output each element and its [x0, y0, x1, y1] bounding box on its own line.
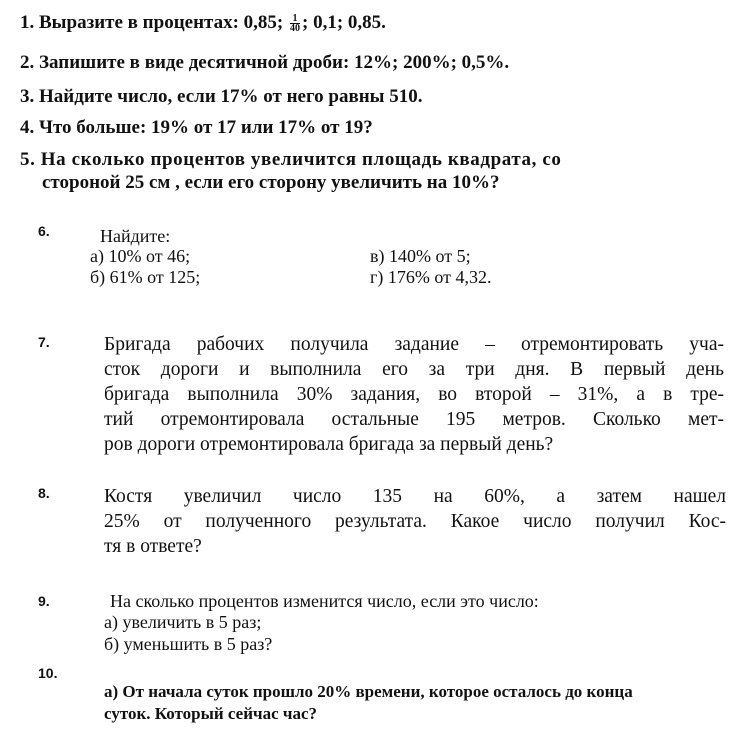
fraction-numerator: 1: [290, 14, 300, 24]
task-6-title: Найдите:: [100, 226, 171, 246]
task-7-line-2: сток дороги и выполнила его за три дня. В первый день: [104, 359, 724, 380]
task-4: 4. Что больше: 19% от 17 или 17% от 19?: [20, 117, 373, 138]
task-2: 2. Запишите в виде десятичной дроби: 12%; 200%; 0,5%.: [20, 52, 510, 73]
task-10-line-2: суток. Который сейчас час?: [104, 704, 318, 723]
task-7-number: 7.: [38, 334, 50, 350]
task-8-number: 8.: [38, 485, 50, 501]
task-9-item-b: б) уменьшить в 5 раз?: [104, 634, 273, 654]
task-1-suffix: ; 0,1; 0,85.: [302, 12, 386, 33]
task-8-line-2: 25% от полученного результата. Какое число получил Кос-: [104, 511, 726, 532]
fraction-one-fortieth: [290, 14, 300, 33]
task-10-number: 10.: [38, 665, 58, 681]
task-8-line-1: Костя увеличил число 135 на 60%, а затем нашел: [104, 486, 726, 507]
task-3: 3. Найдите число, если 17% от него равны 510.: [20, 86, 423, 107]
task-7-line-1: Бригада рабочих получила задание – отремонтировать уча-: [104, 334, 724, 355]
task-1: [20, 12, 386, 34]
task-9-title: На сколько процентов изменится число, если это число:: [110, 591, 539, 611]
task-1-prefix: 1. Выразите в процентах: 0,85;: [20, 12, 288, 33]
task-5-line-2: стороной 25 см , если его сторону увеличить на 10%?: [42, 172, 500, 193]
task-7-line-4: тий отремонтировала остальные 195 метров. Сколько мет-: [104, 409, 724, 430]
fraction-denominator: 40: [290, 23, 300, 35]
task-9-item-a: а) увеличить в 5 раз;: [104, 612, 262, 632]
task-7-line-3: бригада выполнила 30% задания, во второй – 31%, а в тре-: [104, 384, 724, 405]
task-8-line-3: тя в ответе?: [104, 536, 202, 557]
task-6-item-b: б) 61% от 125;: [90, 267, 201, 287]
task-9-number: 9.: [38, 593, 50, 609]
task-7-line-5: ров дороги отремонтировала бригада за первый день?: [104, 434, 554, 455]
task-6-item-g: г) 176% от 4,32.: [370, 267, 492, 287]
task-10-line-1: а) От начала суток прошло 20% времени, которое осталось до конца: [104, 682, 633, 701]
task-6-item-v: в) 140% от 5;: [370, 246, 471, 266]
task-6-item-a: а) 10% от 46;: [90, 246, 191, 266]
task-5-line-1: 5. На сколько процентов увеличится площадь квадрата, со: [20, 149, 562, 170]
task-6-number: 6.: [38, 223, 50, 239]
